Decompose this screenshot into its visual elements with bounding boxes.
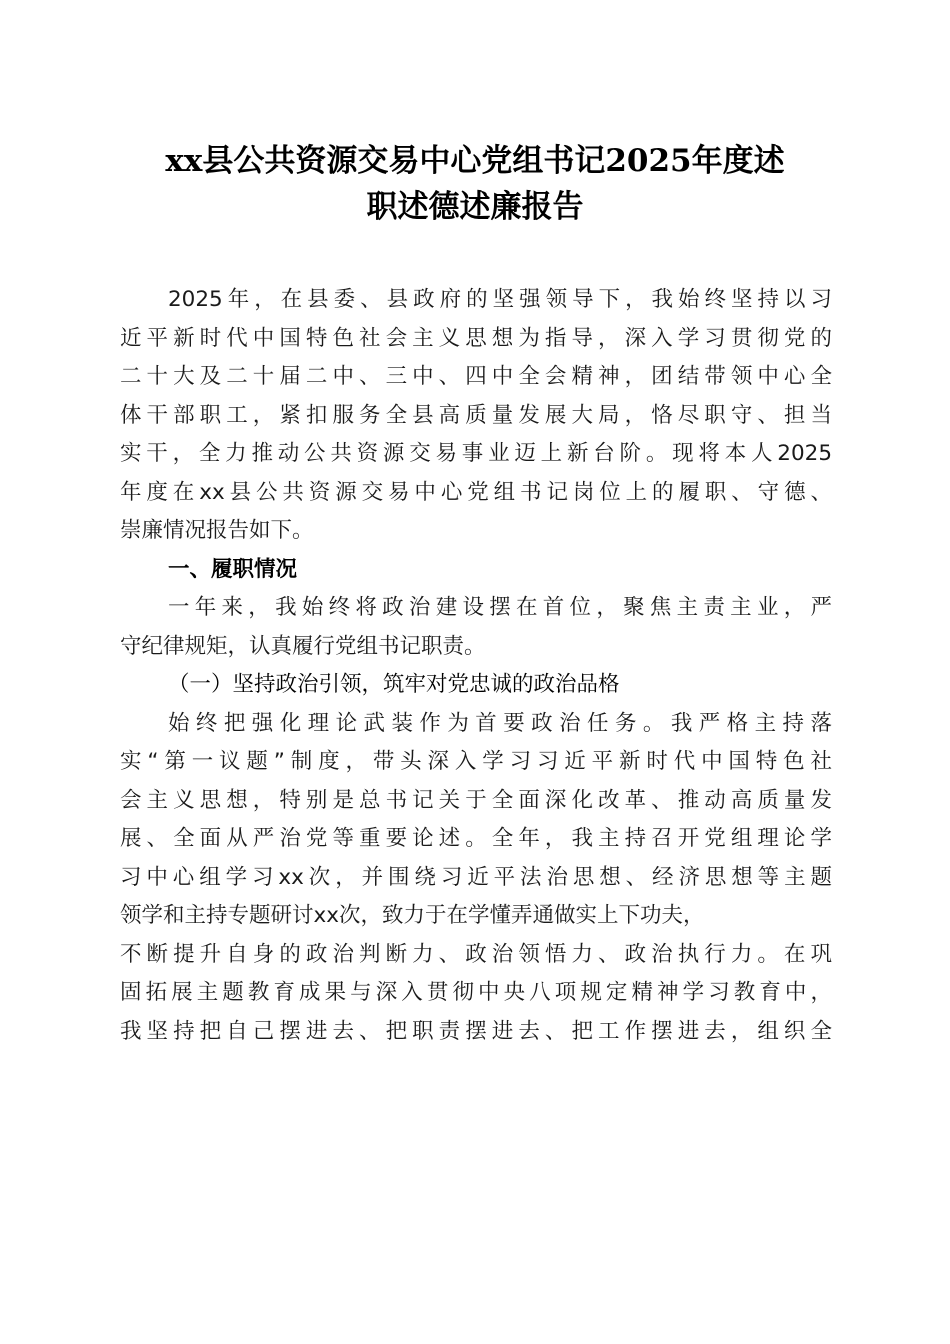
paragraph-subsection1-line: 会主义思想，特别是总书记关于全面深化改革、推动高质量发: [120, 787, 832, 813]
paragraph-section1-line: 守纪律规矩，认真履行党组书记职责。: [120, 633, 486, 659]
paragraph-intro-line: 2025年，在县委、县政府的坚强领导下，我始终坚持以习: [168, 287, 832, 312]
paragraph-intro-line: 崇廉情况报告如下。: [120, 518, 314, 543]
paragraph-subsection1-line: 展、全面从严治党等重要论述。全年，我主持召开党组理论学: [120, 826, 832, 851]
subsection-heading-1: （一）坚持政治引领，筑牢对党忠诚的政治品格: [168, 672, 620, 697]
paragraph-section1-line: 一年来，我始终将政治建设摆在首位，聚焦主责主业，严: [168, 595, 832, 620]
paragraph-intro-line: 体干部职工，紧扣服务全县高质量发展大局，恪尽职守、担当: [120, 402, 832, 428]
title-line-2: 职述德述廉报告: [366, 189, 584, 225]
paragraph-subsection1-line: 固拓展主题教育成果与深入贯彻中央八项规定精神学习教育中，: [120, 980, 832, 1005]
paragraph-intro-line: 年度在xx县公共资源交易中心党组书记岗位上的履职、守德、: [120, 479, 832, 505]
paragraph-subsection1-line: 始终把强化理论武装作为首要政治任务。我严格主持落: [168, 710, 832, 736]
paragraph-intro-line: 近平新时代中国特色社会主义思想为指导，深入学习贯彻党的: [120, 325, 832, 351]
paragraph-intro-line: 二十大及二十届二中、三中、四中全会精神，团结带领中心全: [120, 364, 832, 389]
paragraph-subsection1-line: 不断提升自身的政治判断力、政治领悟力、政治执行力。在巩: [120, 941, 832, 967]
paragraph-subsection1-line: 实“第一议题”制度，带头深入学习习近平新时代中国特色社: [120, 749, 832, 774]
paragraph-subsection1-line: 领学和主持专题研讨xx次，致力于在学懂弄通做实上下功夫，: [120, 903, 705, 928]
paragraph-intro-line: 实干，全力推动公共资源交易事业迈上新台阶。现将本人2025: [120, 441, 832, 466]
document-title: [100, 138, 850, 230]
document-body: [120, 281, 832, 1051]
paragraph-subsection1-line: 习中心组学习xx次，并围绕习近平法治思想、经济思想等主题: [120, 864, 832, 890]
section-heading-1: 一、履职情况: [168, 556, 298, 582]
title-line-1: xx县公共资源交易中心党组书记2025年度述: [165, 143, 785, 179]
paragraph-subsection1-line: 我坚持把自己摆进去、把职责摆进去、把工作摆进去，组织全: [120, 1018, 832, 1044]
